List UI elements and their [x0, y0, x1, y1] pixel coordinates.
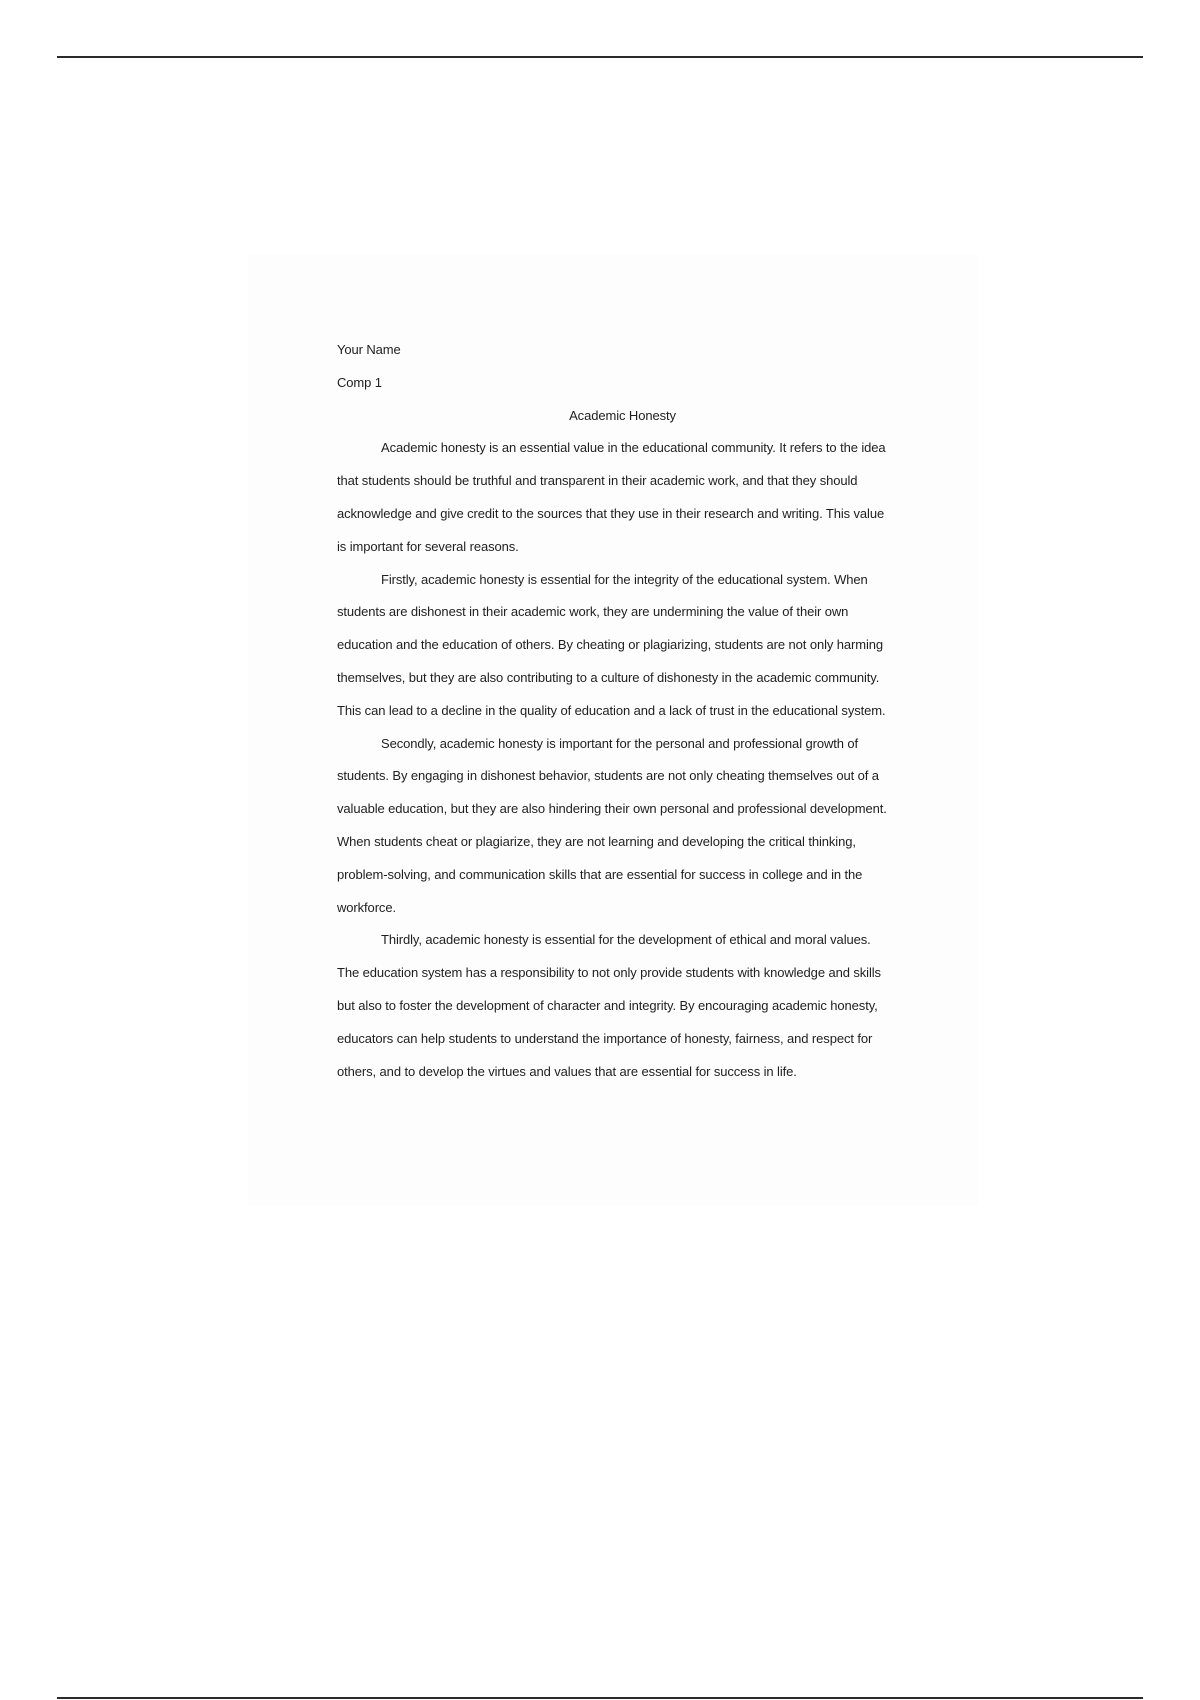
paragraph-2 — [337, 564, 957, 728]
paragraph-line: acknowledge and give credit to the sources that they use in their research and writing. This value — [337, 505, 885, 521]
paragraph-line: This can lead to a decline in the quality of education and a lack of trust in the educational system. — [337, 702, 886, 718]
paragraph-line: that students should be truthful and transparent in their academic work, and that they should — [337, 473, 858, 489]
paragraph-1 — [337, 432, 957, 563]
course-name: Comp 1 — [337, 374, 382, 390]
paragraph-line: students. By engaging in dishonest behavior, students are not only cheating themselves out of a — [337, 768, 879, 784]
paragraph-line: problem-solving, and communication skills that are essential for success in college and in the — [337, 866, 863, 882]
top-divider — [57, 56, 1143, 58]
paragraph-line: When students cheat or plagiarize, they are not learning and developing the critical thinking, — [337, 833, 856, 849]
paragraph-line: educators can help students to understand the importance of honesty, fairness, and respect for — [337, 1030, 873, 1046]
paragraph-line: valuable education, but they are also hindering their own personal and professional development. — [337, 801, 887, 817]
essay — [337, 334, 957, 1088]
paragraph-line: Thirdly, academic honesty is essential for the development of ethical and moral values. — [381, 932, 871, 948]
paragraph-line: The education system has a responsibility to not only provide students with knowledge and skills — [337, 965, 881, 981]
paragraph-line: others, and to develop the virtues and values that are essential for success in life. — [337, 1063, 797, 1079]
paragraph-line: Academic honesty is an essential value in the educational community. It refers to the idea — [381, 440, 886, 456]
paragraph-line: workforce. — [337, 899, 396, 915]
paragraph-line: Secondly, academic honesty is important for the personal and professional growth of — [381, 735, 859, 751]
paragraph-4 — [337, 924, 957, 1088]
paragraph-line: Firstly, academic honesty is essential for the integrity of the educational system. When — [381, 571, 868, 587]
author-name: Your Name — [337, 342, 401, 357]
paragraph-3 — [337, 728, 957, 925]
paragraph-line: is important for several reasons. — [337, 538, 519, 554]
paragraph-line: but also to foster the development of character and integrity. By encouraging academic honesty, — [337, 997, 878, 1013]
essay-title: Academic Honesty — [569, 407, 676, 423]
paragraph-line: themselves, but they are also contributing to a culture of dishonesty in the academic community. — [337, 669, 880, 685]
bottom-divider — [57, 1697, 1143, 1699]
paragraph-line: students are dishonest in their academic work, they are undermining the value of their own — [337, 604, 849, 620]
paragraph-line: education and the education of others. By cheating or plagiarizing, students are not only harming — [337, 637, 884, 653]
